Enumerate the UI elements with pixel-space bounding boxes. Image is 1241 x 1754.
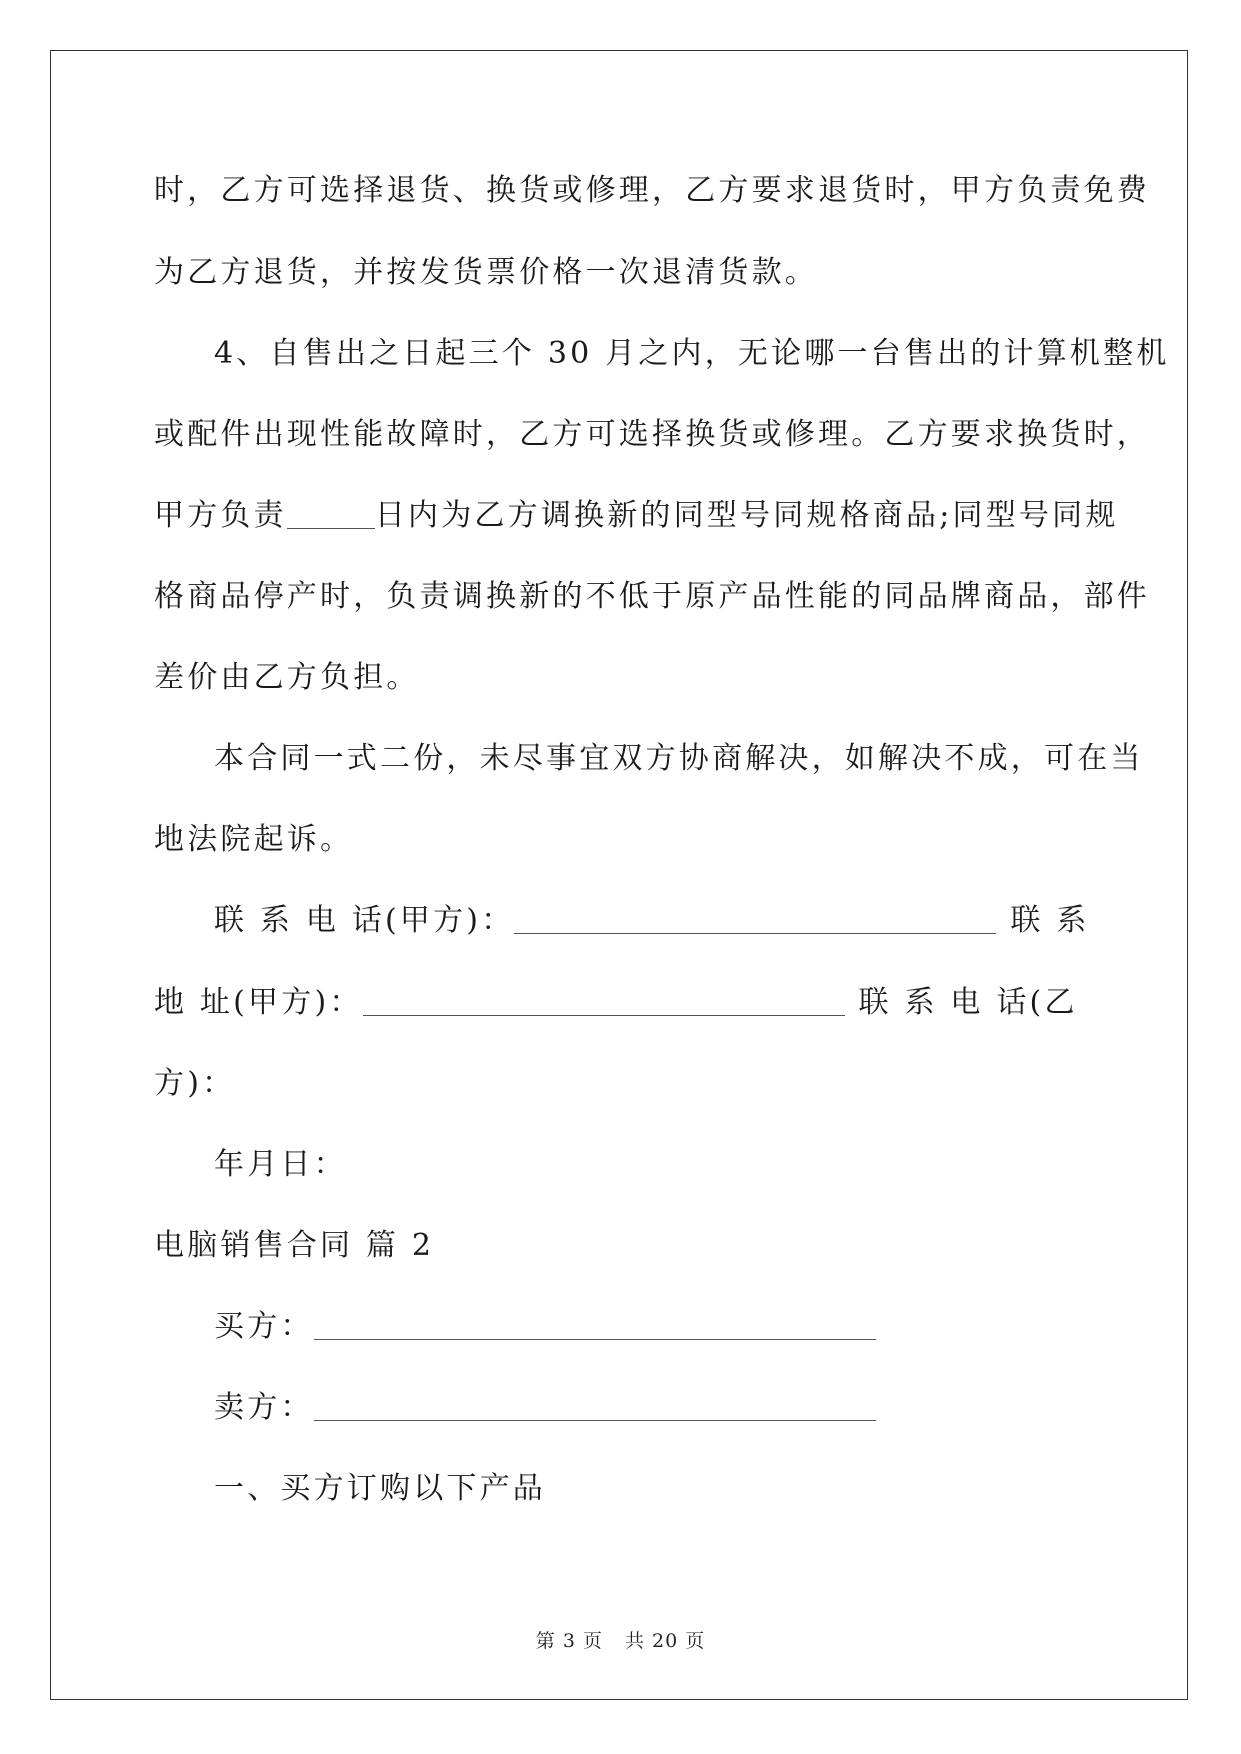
seller-label: 卖方： xyxy=(214,1390,314,1425)
section-title: 电脑销售合同 篇 2 xyxy=(154,1228,435,1263)
contact-line xyxy=(214,900,1090,941)
buyer-line xyxy=(214,1306,1147,1347)
paragraph-line: 地法院起诉。 xyxy=(154,822,354,857)
address-a-label: 地 址(甲方)： xyxy=(154,985,363,1020)
buyer-blank xyxy=(314,1309,876,1340)
paragraph-line: 时，乙方可选择退货、换货或修理，乙方要求退货时，甲方负责免费 xyxy=(154,173,1150,208)
phone-a-label: 联 系 电 话(甲方)： xyxy=(214,903,515,938)
phone-a-blank xyxy=(514,903,996,934)
phone-b-label: 联 系 电 话(乙 xyxy=(858,985,1078,1020)
days-blank xyxy=(287,498,375,529)
paragraph-line: 差价由乙方负担。 xyxy=(154,660,420,695)
buyer-label: 买方： xyxy=(214,1309,314,1344)
paragraph-line: 或配件出现性能故障时，乙方可选择换货或修理。乙方要求换货时， xyxy=(154,417,1150,452)
contact-line: 方)： xyxy=(154,1066,236,1101)
page-number: 第 3 页 xyxy=(535,1630,603,1652)
text-segment: 甲方负责 xyxy=(154,498,287,533)
paragraph-line: 为乙方退货，并按发货票价格一次退清货款。 xyxy=(154,255,818,290)
address-a-blank xyxy=(363,985,845,1016)
paragraph-line xyxy=(154,495,1119,536)
page-border xyxy=(50,50,1188,1700)
paragraph-line: 4、自售出之日起三个 30 月之内，无论哪一台售出的计算机整机 xyxy=(214,336,1170,371)
text-segment: 日内为乙方调换新的同型号同规格商品;同型号同规 xyxy=(374,498,1119,533)
contact-label-tail: 联 系 xyxy=(1010,903,1090,938)
list-item: 一、买方订购以下产品 xyxy=(214,1471,546,1506)
page-total: 共 20 页 xyxy=(624,1630,706,1652)
seller-blank xyxy=(314,1390,876,1421)
contact-line xyxy=(154,982,1087,1023)
paragraph-line: 格商品停产时，负责调换新的不低于原产品性能的同品牌商品，部件 xyxy=(154,579,1150,614)
page-footer xyxy=(0,1626,1241,1653)
seller-line xyxy=(214,1387,1147,1428)
paragraph-line: 本合同一式二份，未尽事宜双方协商解决，如解决不成，可在当 xyxy=(214,741,1144,776)
date-line: 年月日： xyxy=(214,1147,347,1182)
